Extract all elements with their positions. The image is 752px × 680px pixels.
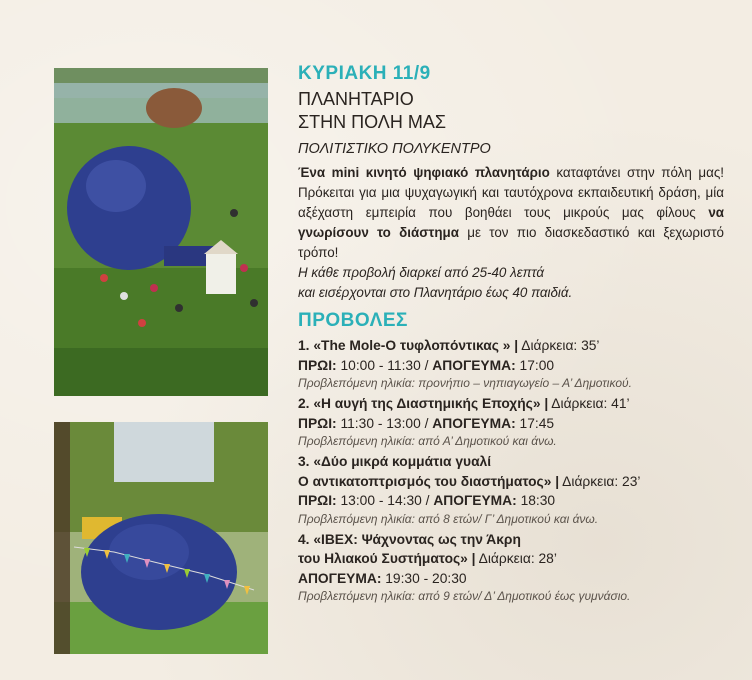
show-item-4 (298, 530, 724, 606)
event-venue: ΠΟΛΙΤΙΣΤΙΚΟ ΠΟΛΥΚΕΝΤΡΟ (298, 141, 491, 157)
intro-bold-1: Ένα mini κινητό ψηφιακό πλανητάριο (298, 165, 550, 180)
intro-text-1: καταφτάνει στην πόλη μας! Πρόκειται για μια ψυχαγωγική και ταυτόχρονα εκπαιδευτική δράση, μία αξέχαστη εμπειρία που βοηθάει τους μικρούς μας φίλους (298, 165, 724, 220)
intro-text-2: με τον πιο διασκεδαστικό και ξεχωριστό τρόπο! (298, 225, 724, 260)
show-item-1 (298, 336, 724, 392)
show-duration: Διάρκεια: 35’ (518, 338, 600, 353)
event-title-line1: ΠΛΑΝΗΤΑΡΙΟ (298, 89, 414, 109)
event-title-line2: ΣΤΗΝ ΠΟΛΗ ΜΑΣ (298, 112, 446, 132)
morning-label: ΠΡΩΙ: (298, 493, 337, 508)
morning-label: ΠΡΩΙ: (298, 415, 337, 431)
duration-note: Η κάθε προβολή διαρκεί από 25-40 λεπτά (298, 265, 545, 280)
show-item-2 (298, 394, 724, 450)
show-title: 2. «Η αυγή της Διαστημικής Εποχής» | (298, 396, 549, 411)
morning-times: 11:30 - 13:00 / (336, 415, 433, 431)
show-age: Προβλεπόμενη ηλικία: από 8 ετών/ Γ’ Δημοτικού και άνω. (298, 511, 599, 526)
show-item-3 (298, 452, 724, 528)
show-duration: Διάρκεια: 41’ (548, 396, 630, 411)
evening-times: 19:30 - 20:30 (381, 570, 467, 586)
evening-label: ΑΠΟΓΕΥΜΑ: (433, 493, 517, 508)
evening-label: ΑΠΟΓΕΥΜΑ: (432, 415, 516, 431)
show-age: Προβλεπόμενη ηλικία: προνήπιο – νηπιαγωγείο – Α’ Δημοτικού. (298, 376, 632, 390)
event-text-column (298, 62, 724, 607)
evening-label: ΑΠΟΓΕΥΜΑ: (432, 357, 516, 373)
intro-paragraph (298, 163, 724, 263)
show-title-line1: 3. «Δύο μικρά κομμάτια γυαλί (298, 454, 492, 469)
show-title: 1. «The Mole-Ο τυφλοπόντικας » | (298, 338, 519, 353)
evening-times: 17:00 (515, 357, 555, 373)
event-title (298, 88, 724, 134)
morning-label: ΠΡΩΙ: (298, 357, 337, 373)
evening-times: 18:30 (516, 493, 556, 508)
evening-times: 17:45 (515, 415, 555, 431)
event-date: ΚΥΡΙΑΚΗ 11/9 (298, 63, 431, 84)
planetarium-photo-aerial (54, 68, 268, 396)
capacity-note: και εισέρχονται στο Πλανητάριο έως 40 παιδιά. (298, 285, 573, 300)
screenings-heading: ΠΡΟΒΟΛΕΣ (298, 310, 408, 331)
show-title: του Ηλιακού Συστήματος» | (298, 551, 476, 566)
evening-label: ΑΠΟΓΕΥΜΑ: (298, 570, 382, 586)
show-duration: Διάρκεια: 28’ (475, 551, 557, 566)
show-duration: Διάρκεια: 23’ (559, 473, 641, 489)
show-title-line1: 4. «IBEX: Ψάχνοντας ως την Άκρη (298, 531, 521, 547)
show-age: Προβλεπόμενη ηλικία: από Α’ Δημοτικού και άνω. (298, 434, 557, 448)
intro-bold-2: να γνωρίσουν το διάστημα (298, 205, 724, 240)
planetarium-photo-bunting (54, 422, 268, 654)
morning-times: 13:00 - 14:30 / (336, 493, 434, 508)
morning-times: 10:00 - 11:30 / (336, 357, 433, 373)
show-title: Ο αντικατοπτρισμός του διαστήματος» | (298, 473, 560, 489)
show-age: Προβλεπόμενη ηλικία: από 9 ετών/ Δ’ Δημοτικού έως γυμνάσιο. (298, 589, 631, 603)
